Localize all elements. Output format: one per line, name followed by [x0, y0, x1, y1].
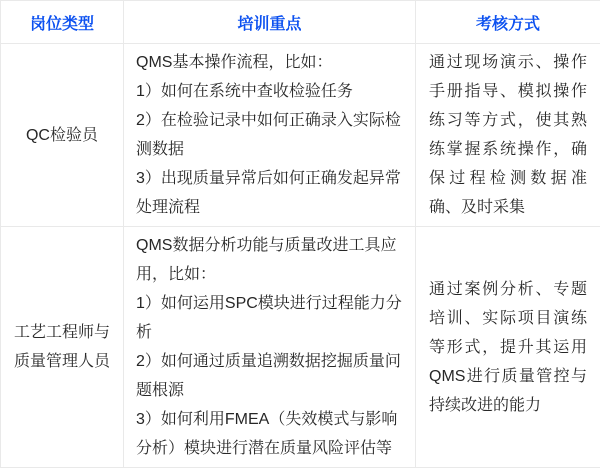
- training-line: QMS基本操作流程，比如：: [136, 48, 405, 77]
- position-cell: QC检验员: [1, 44, 124, 227]
- training-line: 3）出现质量异常后如何正确发起异常处理流程: [136, 164, 405, 222]
- assessment-cell: 通过案例分析、专题培训、实际项目演练等形式，提升其运用QMS进行质量管控与持续改进的能力: [416, 227, 600, 468]
- training-line: 2）如何通过质量追溯数据挖掘质量问题根源: [136, 347, 405, 405]
- assessment-cell: 通过现场演示、操作手册指导、模拟操作练习等方式，使其熟练掌握系统操作，确保过程检测数据准确、及时采集: [416, 44, 600, 227]
- training-cell: [124, 227, 416, 468]
- table-row-process-engineer: [1, 227, 600, 468]
- training-line: QMS数据分析功能与质量改进工具应用，比如：: [136, 231, 405, 289]
- header-assessment-method: 考核方式: [416, 1, 600, 44]
- header-row: [1, 1, 600, 44]
- header-training-focus: 培训重点: [124, 1, 416, 44]
- training-line: 2）在检验记录中如何正确录入实际检测数据: [136, 106, 405, 164]
- training-line: 3）如何利用FMEA（失效模式与影响分析）模块进行潜在质量风险评估等: [136, 405, 405, 463]
- training-line: 1）如何在系统中查收检验任务: [136, 77, 405, 106]
- position-cell: 工艺工程师与质量管理人员: [1, 227, 124, 468]
- training-cell: [124, 44, 416, 227]
- table-row-qc-inspector: [1, 44, 600, 227]
- header-position-type: 岗位类型: [1, 1, 124, 44]
- training-line: 1）如何运用SPC模块进行过程能力分析: [136, 289, 405, 347]
